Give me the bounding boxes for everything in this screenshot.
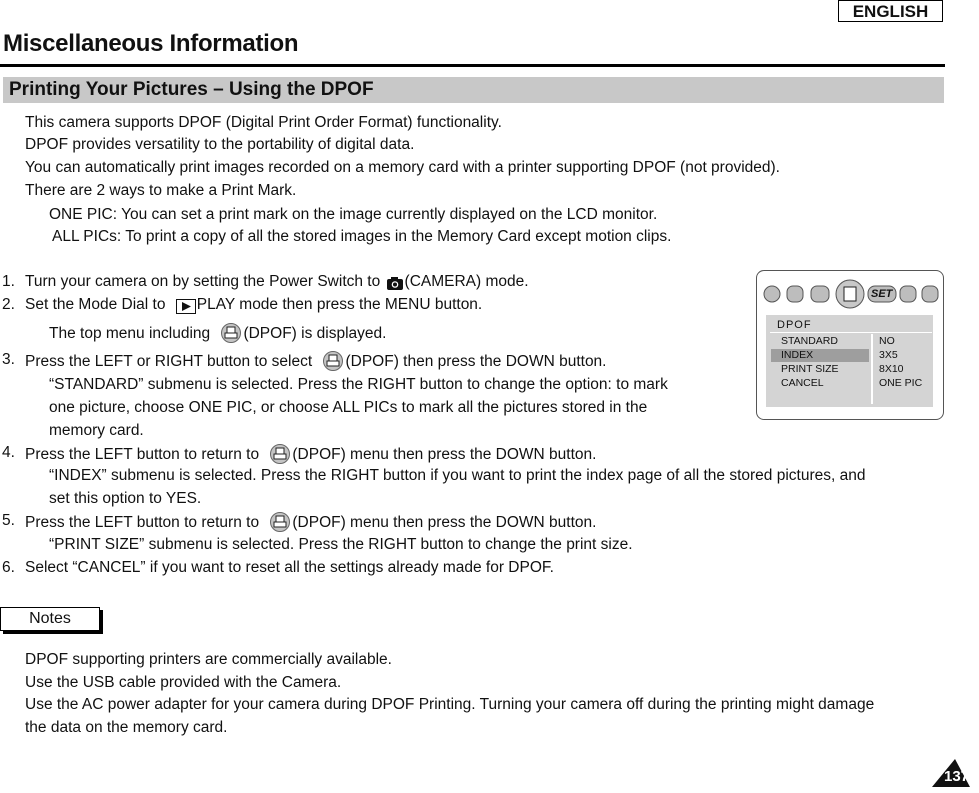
- step-3-sub: memory card.: [49, 422, 144, 439]
- step-6-text: Select “CANCEL” if you want to reset all the settings already made for DPOF.: [25, 559, 554, 576]
- lcd-menu-illustration: [756, 270, 944, 420]
- intro-line: This camera supports DPOF (Digital Print Order Format) functionality.: [25, 114, 502, 131]
- step-number: 3.: [2, 351, 15, 368]
- language-label: ENGLISH: [838, 0, 943, 22]
- lcd-menu-item: INDEX: [781, 349, 814, 361]
- notes-label: Notes: [0, 607, 100, 631]
- step-2-sub: [49, 323, 386, 348]
- step-5-text: [25, 512, 596, 537]
- step-4-sub: “INDEX” submenu is selected. Press the RIGHT button if you want to print the index page of all the stored pictures, and: [49, 467, 866, 484]
- step-3-sub: “STANDARD” submenu is selected. Press the RIGHT button to change the option: to mark: [49, 376, 668, 393]
- intro-line: ONE PIC: You can set a print mark on the image currently displayed on the LCD monitor.: [49, 206, 658, 223]
- intro-line: ALL PICs: To print a copy of all the stored images in the Memory Card except motion clips.: [52, 228, 672, 245]
- lcd-menu-item: PRINT SIZE: [781, 363, 839, 375]
- step-2-sub-post: (DPOF) is displayed.: [243, 325, 387, 342]
- step-2-text: [25, 296, 482, 319]
- step-3-post: (DPOF) then press the DOWN button.: [345, 353, 607, 370]
- lcd-column-divider: [871, 334, 873, 404]
- camera-icon: [386, 276, 404, 296]
- step-1-pre: Turn your camera on by setting the Power Switch to: [25, 273, 381, 290]
- note-line: DPOF supporting printers are commercially available.: [25, 651, 392, 668]
- page-number: 137: [944, 768, 970, 785]
- title-rule: [0, 64, 945, 67]
- step-3-sub: one picture, choose ONE PIC, or choose ALL PICs to mark all the pictures stored in the: [49, 399, 648, 416]
- lcd-divider: [770, 332, 932, 333]
- step-4-sub: set this option to YES.: [49, 490, 202, 507]
- printer-icon: [322, 351, 344, 376]
- intro-line: You can automatically print images recorded on a memory card with a printer supporting DPOF (not provided).: [25, 159, 780, 176]
- step-5-post: (DPOF) menu then press the DOWN button.: [292, 514, 597, 531]
- intro-line: There are 2 ways to make a Print Mark.: [25, 182, 297, 199]
- page-title: Miscellaneous Information: [3, 30, 299, 57]
- step-4-pre: Press the LEFT button to return to: [25, 446, 260, 463]
- lcd-set-label: SET: [871, 288, 893, 300]
- step-2-sub-pre: The top menu including: [49, 325, 211, 342]
- note-line: Use the USB cable provided with the Camera.: [25, 674, 342, 691]
- lcd-menu-title: DPOF: [777, 319, 812, 331]
- printer-icon: [269, 512, 291, 537]
- step-4-text: [25, 444, 596, 469]
- lcd-menu-value: 3X5: [879, 349, 898, 361]
- note-line: Use the AC power adapter for your camera during DPOF Printing. Turning your camera off during the printing might damage: [25, 696, 875, 713]
- lcd-menu-item: CANCEL: [781, 377, 824, 389]
- step-number: 5.: [2, 512, 15, 529]
- step-number: 2.: [2, 296, 15, 313]
- step-3-pre: Press the LEFT or RIGHT button to select: [25, 353, 313, 370]
- step-1-text: [25, 273, 529, 296]
- lcd-menu-value: ONE PIC: [879, 377, 923, 389]
- step-1-post: (CAMERA) mode.: [404, 273, 529, 290]
- printer-icon: [220, 323, 242, 348]
- step-5-pre: Press the LEFT button to return to: [25, 514, 260, 531]
- play-icon: [176, 299, 196, 319]
- page-number-badge: [931, 758, 971, 788]
- step-number: 4.: [2, 444, 15, 461]
- step-2-pre: Set the Mode Dial to: [25, 296, 166, 313]
- step-4-post: (DPOF) menu then press the DOWN button.: [292, 446, 597, 463]
- step-number: 1.: [2, 273, 15, 290]
- lcd-menu-value: NO: [879, 335, 895, 347]
- step-number: 6.: [2, 559, 15, 576]
- step-2-post: PLAY mode then press the MENU button.: [196, 296, 483, 313]
- step-5-sub: “PRINT SIZE” submenu is selected. Press the RIGHT button to change the print size.: [49, 536, 633, 553]
- printer-icon: [269, 444, 291, 469]
- lcd-menu-value: 8X10: [879, 363, 904, 375]
- section-title: Printing Your Pictures – Using the DPOF: [9, 79, 374, 100]
- intro-line: DPOF provides versatility to the portability of digital data.: [25, 136, 415, 153]
- lcd-top-menu-icons: [760, 279, 940, 313]
- note-line: the data on the memory card.: [25, 719, 228, 736]
- lcd-menu-item: STANDARD: [781, 335, 838, 347]
- step-3-text: [25, 351, 607, 376]
